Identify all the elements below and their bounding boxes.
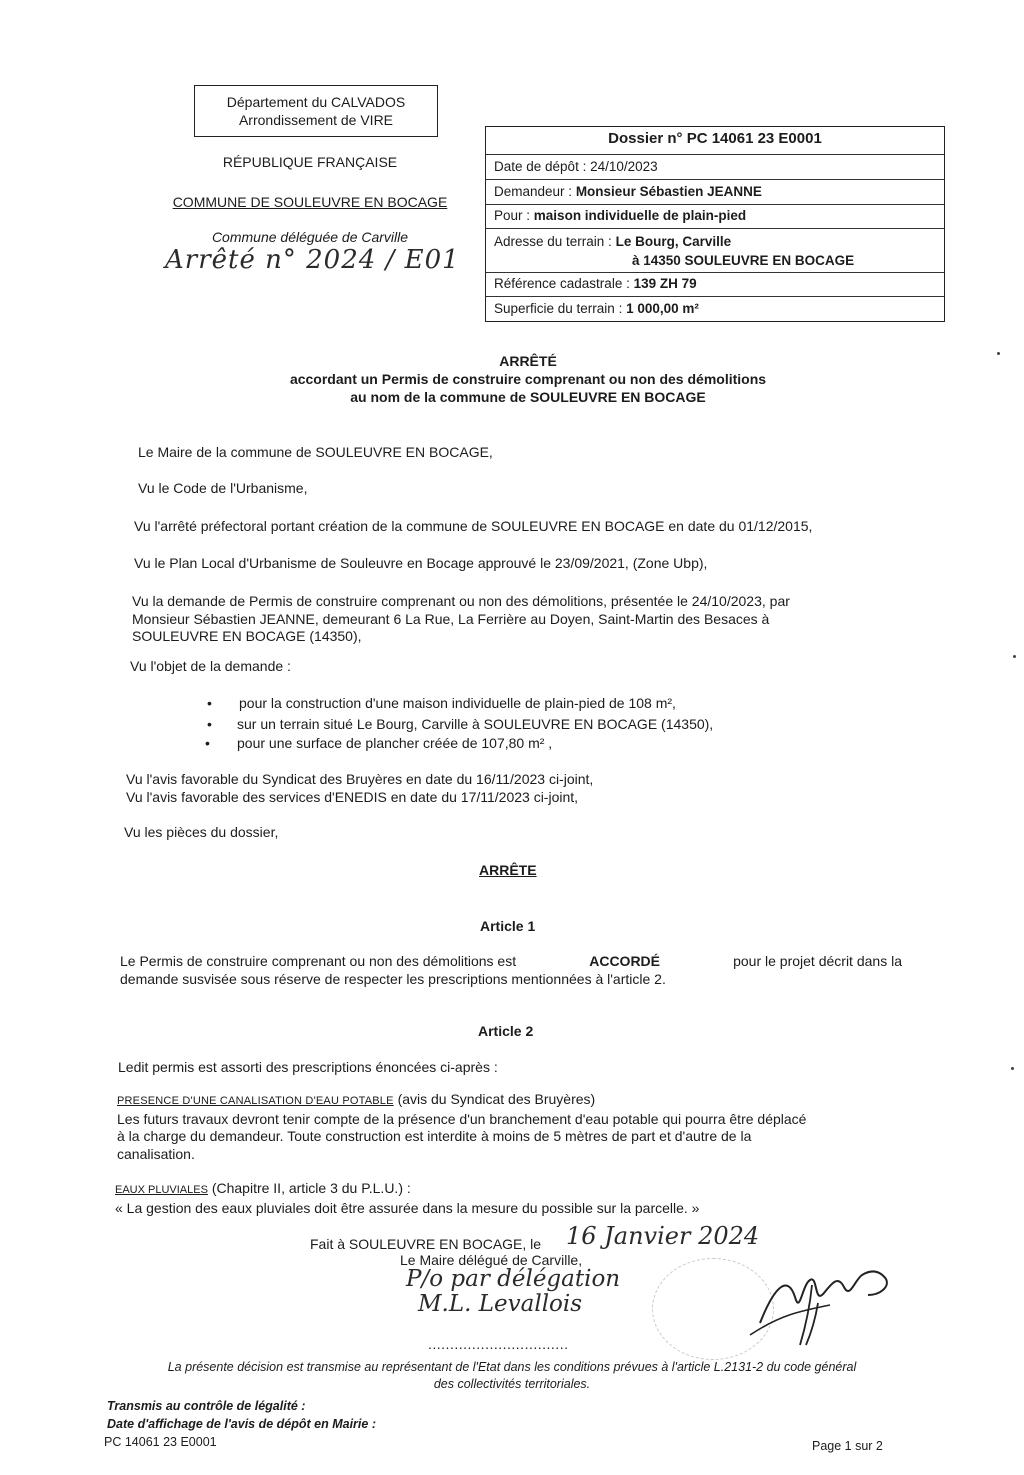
eaux-title: EAUX PLUVIALES [115, 1184, 208, 1196]
reference-label: Référence cadastrale : [494, 276, 630, 291]
date-depot: Date de dépôt : 24/10/2023 [494, 159, 658, 174]
bullet-icon: • [205, 735, 210, 751]
administrative-header-box [194, 85, 438, 137]
pour-value: maison individuelle de plain-pied [533, 208, 747, 223]
fait-a-line: Fait à SOULEUVRE EN BOCAGE, le [310, 1236, 542, 1252]
list-item [205, 735, 805, 753]
adresse-line2: à 14350 SOULEUVRE EN BOCAGE [632, 253, 855, 268]
reference-value: 139 ZH 79 [633, 276, 697, 291]
date-depot-row [486, 154, 944, 181]
republique-label: RÉPUBLIQUE FRANÇAISE [222, 154, 398, 170]
notice-line1: La présente décision est transmise au représentant de l'Etat dans les conditions prévues à l'article L.2131-2 du code général [167, 1360, 857, 1374]
transmission-notice [117, 1359, 907, 1393]
notice-line2: des collectivités territoriales. [433, 1377, 591, 1391]
scan-speck [1013, 655, 1016, 658]
article1-accorde: ACCORDÉ [589, 953, 660, 969]
bullet-icon: • [207, 716, 212, 732]
vu-demande-line3: SOULEUVRE EN BOCAGE (14350), [132, 628, 362, 644]
document-title [16, 352, 1024, 406]
eaux-paragraph [115, 1180, 905, 1217]
vu-plu-line: Vu le Plan Local d'Urbanisme de Souleuvre en Bocage approuvé le 23/09/2021, (Zone Ubp), [134, 555, 708, 571]
presence-title: PRESENCE D'UNE CANALISATION D'EAU POTABLE [117, 1095, 394, 1107]
affichage-line: Date d'affichage de l'avis de dépôt en Mairie : [107, 1417, 376, 1431]
vu-pieces-line: Vu les pièces du dossier, [124, 824, 279, 840]
transmis-line: Transmis au contrôle de légalité : [107, 1399, 306, 1413]
scan-speck [997, 352, 1000, 355]
eaux-source: (Chapitre II, article 3 du P.L.U.) : [211, 1180, 411, 1196]
dossier-title: Dossier n° PC 14061 23 E0001 [608, 130, 822, 147]
list-item [207, 695, 807, 713]
commune-deleguee-label: Commune déléguée de Carville [211, 229, 409, 245]
vu-demande-line2: Monsieur Sébastien JEANNE, demeurant 6 La Rue, La Ferrière au Doyen, Saint-Martin des Besaces à [132, 610, 770, 627]
scan-speck [1011, 1067, 1014, 1070]
bullet-icon: • [207, 695, 212, 711]
article1-paragraph [120, 953, 902, 988]
arrete-heading: ARRÊTE [479, 862, 537, 878]
dossier-info-box [485, 126, 945, 322]
vu-avis-enedis-line: Vu l'avis favorable des services d'ENEDIS en date du 17/11/2023 ci-joint, [126, 789, 579, 805]
name-handwritten: M.L. Levallois [418, 1291, 583, 1317]
superficie-value: 1 000,00 m² [626, 301, 699, 316]
adresse-line1: Le Bourg, Carville [615, 234, 732, 249]
vu-objet-line: Vu l'objet de la demande : [130, 658, 291, 674]
article1-line1 [120, 953, 902, 971]
pour-row [486, 204, 944, 228]
delegation-handwritten: P/o par délégation [406, 1266, 621, 1292]
vu-code-line: Vu le Code de l'Urbanisme, [138, 480, 308, 496]
demandeur-label: Demandeur : [494, 184, 573, 199]
maire-line: Le Maire de la commune de SOULEUVRE EN BOCAGE, [138, 444, 493, 460]
commune-label: COMMUNE DE SOULEUVRE EN BOCAGE [172, 194, 448, 210]
vu-avis-syndicat-line: Vu l'avis favorable du Syndicat des Bruyères en date du 16/11/2023 ci-joint, [126, 771, 594, 787]
vu-demande-line1: Vu la demande de Permis de construire comprenant ou non des démolitions, présentée le 24/10/2023, par [132, 593, 790, 609]
arrete-number-handwritten: Arrêté n° 2024 / E01 [165, 245, 460, 275]
pour-label: Pour : [494, 208, 531, 223]
bullet-text: pour la construction d'une maison individuelle de plain-pied de 108 m², [239, 695, 676, 711]
superficie-label: Superficie du terrain : [494, 301, 623, 316]
superficie-row [486, 296, 944, 321]
presence-paragraph [117, 1091, 901, 1163]
bullet-text: sur un terrain situé Le Bourg, Carville à SOULEUVRE EN BOCAGE (14350), [237, 716, 714, 732]
page-number: Page 1 sur 2 [812, 1439, 883, 1453]
eaux-quote: « La gestion des eaux pluviales doit être assurée dans la mesure du possible sur la parcelle. » [115, 1199, 700, 1216]
footer-reference: PC 14061 23 E0001 [104, 1435, 217, 1449]
title-line1: ARRÊTÉ [499, 353, 557, 369]
article1-title: Article 1 [480, 918, 536, 934]
arrondissement-label: Arrondissement de VIRE [238, 112, 394, 128]
signature-mark [740, 1245, 900, 1355]
date-handwritten: 16 Janvier 2024 [566, 1222, 760, 1250]
list-item [207, 716, 807, 734]
departement-label: Département du CALVADOS [226, 94, 406, 110]
article1-text-a: Le Permis de construire comprenant ou non des démolitions est [120, 953, 517, 969]
title-line2: accordant un Permis de construire comprenant ou non des démolitions [289, 371, 767, 387]
demandeur-row [486, 179, 944, 204]
presence-heading-line [117, 1091, 901, 1111]
article2-intro: Ledit permis est assorti des prescriptions énoncées ci-après : [118, 1059, 498, 1075]
bullet-text: pour une surface de plancher créée de 107,80 m² , [237, 735, 553, 751]
vu-demande-paragraph [132, 593, 912, 646]
maire-delegue-line: Le Maire délégué de Carville, [400, 1252, 583, 1268]
adresse-row [486, 228, 944, 272]
title-line3: au nom de la commune de SOULEUVRE EN BOCAGE [350, 389, 706, 405]
signature-dots: ................................ [428, 1336, 569, 1352]
presence-line2: à la charge du demandeur. Toute construction est interdite à moins de 5 mètres de part et d'autre de la [117, 1128, 752, 1144]
article1-line2: demande susvisée sous réserve de respecter les prescriptions mentionnées à l'article 2. [120, 970, 666, 987]
adresse-label: Adresse du terrain : [494, 234, 612, 249]
eaux-heading-line [115, 1180, 905, 1200]
vu-arrete-line: Vu l'arrêté préfectoral portant création de la commune de SOULEUVRE EN BOCAGE en date du 01/12/2015, [134, 518, 813, 534]
presence-source: (avis du Syndicat des Bruyères) [397, 1091, 596, 1107]
presence-line1: Les futurs travaux devront tenir compte de la présence d'un branchement d'eau potable qui pourra être déplacé [117, 1110, 807, 1127]
presence-line3: canalisation. [117, 1145, 195, 1162]
article1-text-b: pour le projet décrit dans la [733, 953, 902, 969]
article2-title: Article 2 [478, 1023, 534, 1039]
demandeur-value: Monsieur Sébastien JEANNE [575, 184, 762, 199]
reference-row [486, 272, 944, 296]
